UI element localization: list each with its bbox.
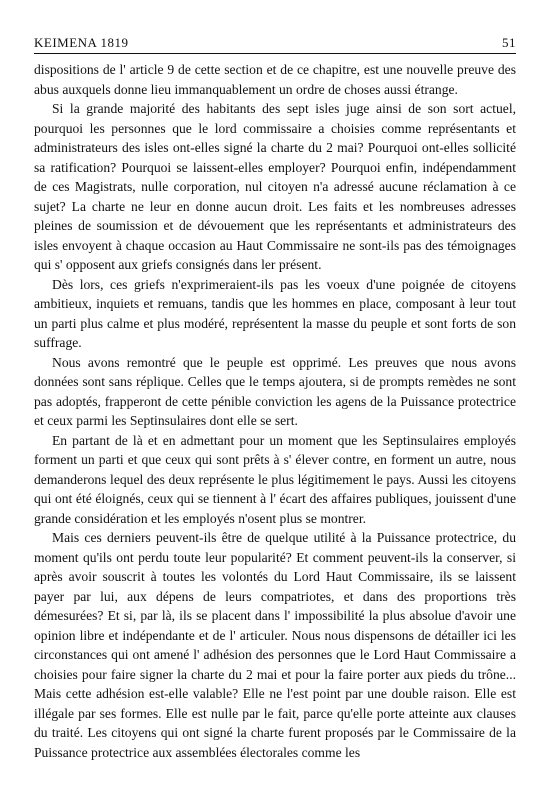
paragraph-3: Dès lors, ces griefs n'exprimeraient-ils pas les voeux d'une poignée de citoyens ambitieux, inquiets et remuans, tandis que les hommes en place, composant à leur tout un parti plus calme et plus modéré, représentent la masse du peuple et sont forts de son suffrage. (34, 276, 516, 350)
paragraph-1: dispositions de l' article 9 de cette section et de ce chapitre, est une nouvelle preuve des abus auxquels donne lieu immanquablement un ordre de choses aussi étrange. (34, 62, 516, 97)
paragraph-6: Mais ces derniers peuvent-ils être de quelque utilité à la Puissance protectrice, du moment qu'ils ont perdu toute leur popularité? Et comment peuvent-ils la conserver, si après avoir souscrit à toutes les volontés du Lord Haut Commissaire, ils se laissent payer par lui, aux dépens de leurs compatriotes, et dans des proportions très démesurées? Et si, par là, ils se placent dans l' impossibilité la plus absolue d'avoir une opinion libre et indépendante et de l' articuler. Nous nous dispensons de détailler ici les circonstances qui ont amené l' adhésion des personnes que le Lord Haut Commissaire a choisies pour faire signer la charte du 2 mai et pour la faire porter aux pieds du trône... Mais cette adhésion est-elle valable? Elle ne l'est point par une double raison. Elle est illégale par ses formes. Elle est nulle par le fait, parce qu'elle porte atteinte aux clauses du traité. Les citoyens qui ont signé la charte furent proposés par le Commissaire de la Puissance protectrice aux assemblées électorales comme les (34, 530, 516, 760)
running-title: KEIMENA 1819 (34, 35, 129, 50)
paragraph-4: Nous avons remontré que le peuple est opprimé. Les preuves que nous avons données sont sans réplique. Celles que le temps ajoutera, si de prompts remèdes ne sont pas adoptés, frapperont de cette pénible conviction les agens de la Puissance protectrice et ceux parmi les Septinsulaires dont elle se sert. (34, 354, 516, 428)
document-page (34, 0, 516, 800)
page-number: 51 (502, 35, 516, 50)
paragraph-2: Si la grande majorité des habitants des sept isles juge ainsi de son sort actuel, pourquoi les personnes que le lord commissaire a choisies comme représentants et administrateurs des isles ont-elles signé la charte du 2 mai? Pourquoi ont-elles sollicité sa ratification? Pourquoi se laissent-elles employer? Pourquoi enfin, indépendamment de ces Magistrats, nulle corporation, nul citoyen n'a adressé aucune réclamation à ce sujet? La charte ne leur en donne aucun droit. Les faits et les nombreuses adresses pleines de soumission et de dévouement que les représentants et administrateurs des isles envoyent à chaque occasion au Haut Commissaire ne sont-ils pas des témoignages qui s' opposent aux griefs consignés dans ler présent. (34, 101, 516, 272)
body-text (34, 60, 516, 762)
running-header (34, 34, 516, 54)
paragraph-5: En partant de là et en admettant pour un moment que les Septinsulaires employés forment un parti et que ceux qui sont prêts à s' élever contre, en forment un autre, nous demanderons lequel des deux représente le plus légitimement le pays. Aussi les citoyens qui ont été éloignés, ceux qui se tiennent à l' écart des affaires publiques, jouissent d'une grande considération et les employés n'osent plus se montrer. (34, 432, 516, 526)
